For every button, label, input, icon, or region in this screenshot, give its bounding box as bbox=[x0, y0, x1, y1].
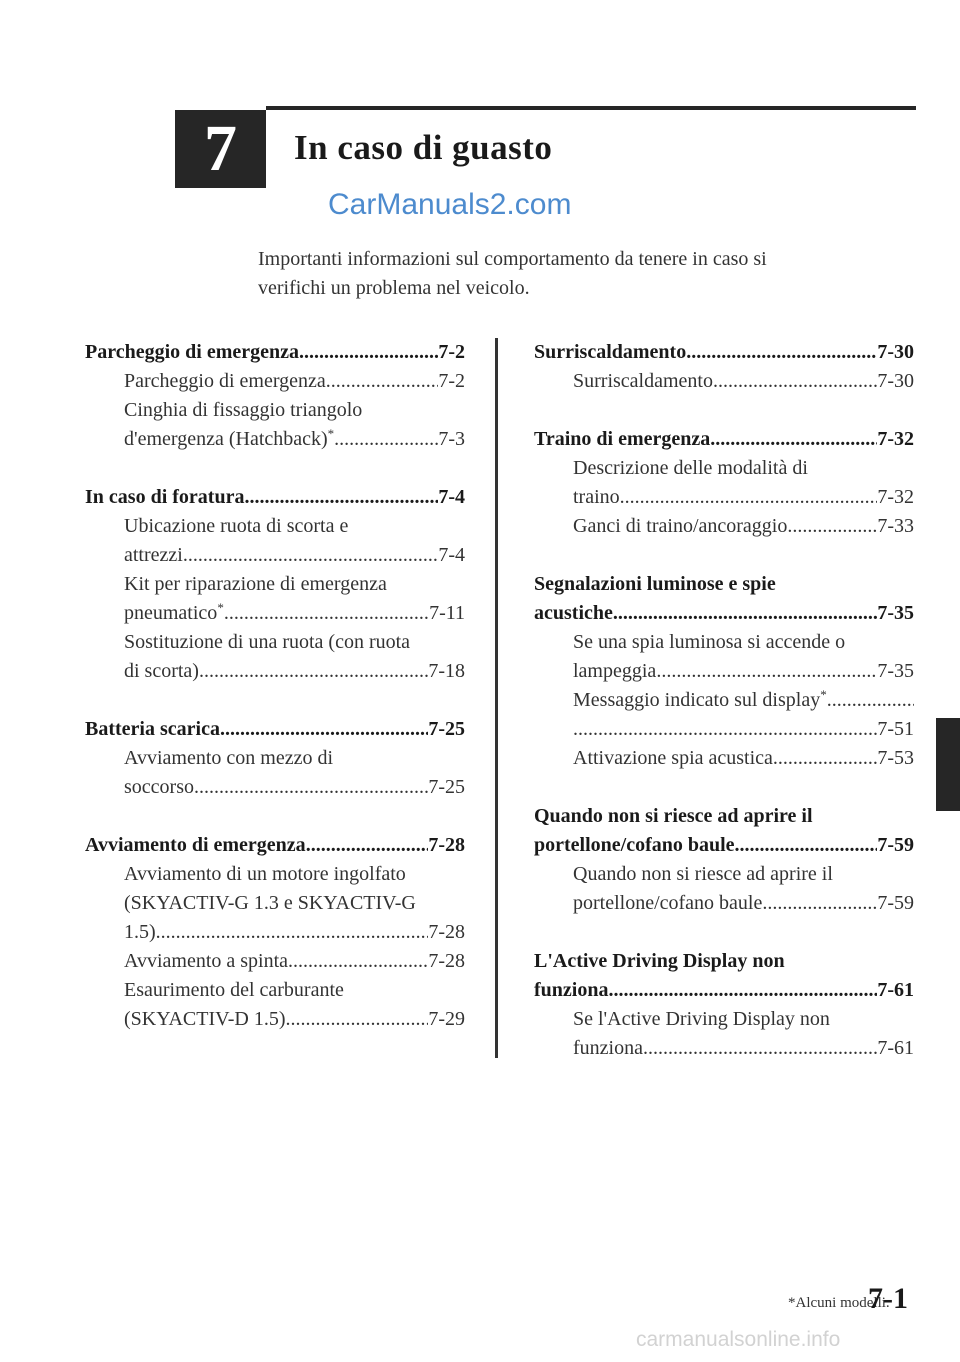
toc-entry-label[interactable]: traino bbox=[573, 486, 620, 508]
toc-entry-text[interactable] bbox=[124, 773, 194, 802]
toc-entry-label[interactable]: Parcheggio di emergenza bbox=[85, 341, 300, 363]
toc-entry-row[interactable] bbox=[573, 367, 914, 396]
toc-entry-text[interactable] bbox=[124, 918, 156, 947]
toc-entry-text[interactable] bbox=[534, 976, 608, 1005]
toc-item[interactable] bbox=[534, 1005, 914, 1063]
dot-leader bbox=[224, 599, 429, 628]
model-footnote-marker: * bbox=[820, 687, 827, 702]
toc-section-heading[interactable] bbox=[534, 425, 914, 454]
toc-section-heading[interactable] bbox=[534, 570, 914, 628]
page-ref[interactable]: 7-3 bbox=[438, 428, 465, 450]
toc-section bbox=[534, 338, 914, 396]
toc-entry-text[interactable] bbox=[124, 541, 183, 570]
toc-item[interactable] bbox=[534, 715, 914, 744]
toc-right-column bbox=[534, 338, 914, 1092]
toc-item[interactable] bbox=[534, 454, 914, 512]
page-ref[interactable]: 7-25 bbox=[428, 776, 465, 798]
toc-item[interactable] bbox=[85, 947, 465, 976]
toc-section-heading[interactable] bbox=[85, 831, 465, 860]
item-line: (SKYACTIV-G 1.3 e SKYACTIV-G bbox=[124, 892, 416, 914]
toc-entry-row[interactable] bbox=[534, 425, 914, 454]
toc-section-heading[interactable] bbox=[85, 483, 465, 512]
toc-entry-text[interactable] bbox=[124, 947, 288, 976]
page-ref[interactable]: 7-35 bbox=[877, 660, 914, 682]
toc-entry-text[interactable] bbox=[124, 657, 199, 686]
toc-entry-row[interactable] bbox=[124, 657, 465, 686]
toc-entry-label[interactable]: portellone/cofano baule bbox=[534, 834, 735, 856]
toc-item[interactable] bbox=[85, 976, 465, 1034]
toc-entry-row[interactable] bbox=[534, 338, 914, 367]
toc-item[interactable] bbox=[534, 367, 914, 396]
toc-entry-text[interactable] bbox=[573, 1034, 643, 1063]
title-rule bbox=[266, 106, 916, 110]
dot-leader bbox=[762, 889, 877, 918]
dot-leader bbox=[787, 512, 877, 541]
chapter-number: 7 bbox=[204, 112, 237, 185]
toc-entry-label[interactable]: 1.5) bbox=[124, 921, 156, 943]
toc-entry-label[interactable]: In caso di foratura bbox=[85, 486, 245, 508]
toc-section bbox=[534, 570, 914, 773]
toc-entry-text[interactable] bbox=[534, 338, 686, 367]
footnote: *Alcuni modelli. bbox=[788, 1295, 890, 1311]
toc-entry-row[interactable] bbox=[85, 831, 465, 860]
item-line: Esaurimento del carburante bbox=[124, 979, 344, 1001]
page-ref[interactable]: 7-61 bbox=[877, 1037, 914, 1059]
toc-item[interactable] bbox=[85, 570, 465, 628]
item-line: Avviamento di un motore ingolfato bbox=[124, 863, 406, 885]
page-ref[interactable]: 7-18 bbox=[428, 660, 465, 682]
dot-leader bbox=[656, 657, 877, 686]
dot-leader bbox=[285, 1005, 428, 1034]
dot-leader bbox=[620, 483, 878, 512]
heading-line: L'Active Driving Display non bbox=[534, 950, 785, 972]
dot-leader bbox=[686, 338, 877, 367]
page-ref[interactable]: 7-28 bbox=[428, 834, 465, 856]
toc-section bbox=[534, 947, 914, 1063]
toc-entry-text[interactable] bbox=[124, 599, 224, 628]
toc-entry-row[interactable] bbox=[573, 483, 914, 512]
toc-section-heading[interactable] bbox=[85, 715, 465, 744]
toc-entry-row[interactable] bbox=[573, 715, 914, 744]
chapter-title: In caso di guasto bbox=[294, 128, 553, 167]
toc-entry-text[interactable] bbox=[85, 483, 244, 512]
toc-entry-text[interactable] bbox=[534, 599, 613, 628]
toc-item[interactable] bbox=[534, 744, 914, 773]
page-ref[interactable]: 7-4 bbox=[438, 544, 465, 566]
watermark-logo: CarManuals2.com bbox=[328, 188, 572, 221]
toc-entry-text[interactable] bbox=[573, 367, 713, 396]
toc-section bbox=[85, 831, 465, 1034]
footer-watermark: carmanualsonline.info bbox=[636, 1328, 841, 1351]
toc-entry-text[interactable] bbox=[573, 744, 773, 773]
toc-entry-label[interactable]: Ganci di traino/ancoraggio bbox=[573, 515, 788, 537]
item-line: Sostituzione di una ruota (con ruota bbox=[124, 631, 411, 653]
toc-entry-row[interactable] bbox=[573, 657, 914, 686]
item-line: Kit per riparazione di emergenza bbox=[124, 573, 387, 595]
toc-entry-text[interactable] bbox=[124, 1005, 285, 1034]
page-ref[interactable]: 7-28 bbox=[428, 921, 465, 943]
toc-entry-text[interactable] bbox=[573, 512, 787, 541]
toc-entry-text[interactable] bbox=[573, 889, 762, 918]
dot-leader bbox=[306, 831, 429, 860]
toc-entry-label[interactable]: funziona bbox=[573, 1037, 643, 1059]
toc-section-heading[interactable] bbox=[534, 947, 914, 1005]
dot-leader bbox=[710, 425, 877, 454]
page-ref[interactable]: 7-61 bbox=[877, 979, 914, 1001]
toc-entry-label[interactable]: di scorta) bbox=[124, 660, 199, 682]
toc-item[interactable] bbox=[534, 512, 914, 541]
toc-entry-label[interactable]: lampeggia bbox=[573, 660, 657, 682]
dot-leader bbox=[288, 947, 428, 976]
intro-line: Importanti informazioni sul comportamento da tenere in caso si bbox=[258, 248, 767, 270]
page-ref[interactable]: 7-25 bbox=[428, 718, 465, 740]
item-line: Cinghia di fissaggio triangolo bbox=[124, 399, 363, 421]
page-ref[interactable]: 7-28 bbox=[428, 950, 465, 972]
toc-section bbox=[85, 483, 465, 686]
page-ref[interactable]: 7-51 bbox=[877, 718, 914, 740]
toc-entry-label[interactable]: Parcheggio di emergenza bbox=[124, 370, 326, 392]
intro-line: verifichi un problema nel veicolo. bbox=[258, 277, 530, 299]
page-ref[interactable]: 7-11 bbox=[429, 602, 465, 624]
toc-entry-label[interactable]: acustiche bbox=[534, 602, 613, 624]
item-line: Descrizione delle modalità di bbox=[573, 457, 808, 479]
heading-line: Segnalazioni luminose e spie bbox=[534, 573, 776, 595]
toc-entry-text[interactable] bbox=[534, 831, 735, 860]
toc-entry-row[interactable] bbox=[573, 512, 914, 541]
page-ref[interactable]: 7-35 bbox=[877, 602, 914, 624]
toc-section-heading[interactable] bbox=[534, 802, 914, 860]
toc-entry-text[interactable] bbox=[124, 367, 326, 396]
model-footnote-marker: * bbox=[217, 600, 224, 615]
dot-leader bbox=[608, 976, 877, 1005]
model-footnote-marker: * bbox=[327, 426, 335, 441]
page-ref[interactable]: 7-53 bbox=[877, 747, 914, 769]
page-ref[interactable]: 7-30 bbox=[877, 370, 914, 392]
toc-entry-row[interactable] bbox=[124, 599, 465, 628]
item-line: Quando non si riesce ad aprire il bbox=[573, 863, 833, 885]
item-line: Se una spia luminosa si accende o bbox=[573, 631, 846, 653]
toc-section-heading[interactable] bbox=[85, 338, 465, 367]
toc-entry-label[interactable]: funziona bbox=[534, 979, 609, 1001]
page-ref[interactable]: 7-32 bbox=[877, 428, 914, 450]
page-ref[interactable]: 7-4 bbox=[438, 486, 465, 508]
dot-leader bbox=[713, 367, 877, 396]
toc-section bbox=[534, 802, 914, 918]
page-ref[interactable]: 7-2 bbox=[438, 370, 465, 392]
toc-entry-text[interactable] bbox=[85, 715, 220, 744]
chapter-number-box bbox=[175, 110, 266, 188]
dot-leader bbox=[613, 599, 877, 628]
dot-leader bbox=[244, 483, 438, 512]
toc-entry-label[interactable]: Messaggio indicato sul display bbox=[573, 689, 821, 711]
page-ref[interactable]: 7-32 bbox=[877, 486, 914, 508]
toc-entry-text[interactable] bbox=[124, 425, 334, 454]
toc-entry-row[interactable] bbox=[124, 425, 465, 454]
dot-leader bbox=[194, 773, 428, 802]
dot-leader bbox=[573, 715, 877, 744]
toc-item[interactable] bbox=[85, 744, 465, 802]
toc-entry-text[interactable] bbox=[85, 338, 299, 367]
toc-entry-row[interactable] bbox=[85, 338, 465, 367]
page-ref[interactable]: 7-59 bbox=[877, 892, 914, 914]
toc-entry-row[interactable] bbox=[124, 1005, 465, 1034]
toc-entry-label[interactable]: attrezzi bbox=[124, 544, 183, 566]
toc-entry-row[interactable] bbox=[534, 831, 914, 860]
toc-entry-row[interactable] bbox=[85, 715, 465, 744]
page-number: 7-1 bbox=[868, 1282, 908, 1315]
toc-entry-text[interactable] bbox=[573, 657, 656, 686]
toc-entry-row[interactable] bbox=[124, 947, 465, 976]
toc-section-heading[interactable] bbox=[534, 338, 914, 367]
toc-item[interactable] bbox=[85, 396, 465, 454]
toc-item[interactable] bbox=[85, 860, 465, 947]
dot-leader bbox=[643, 1034, 877, 1063]
dot-leader bbox=[156, 918, 429, 947]
chapter-tab-marker bbox=[936, 718, 960, 811]
toc-entry-label[interactable]: d'emergenza (Hatchback) bbox=[124, 428, 328, 450]
heading-line: Quando non si riesce ad aprire il bbox=[534, 805, 813, 827]
toc-item[interactable] bbox=[534, 628, 914, 686]
toc-entry-row[interactable] bbox=[534, 976, 914, 1005]
toc-entry-label[interactable]: portellone/cofano baule bbox=[573, 892, 763, 914]
toc-entry-label[interactable]: Avviamento di emergenza bbox=[85, 834, 306, 856]
toc-item[interactable] bbox=[85, 512, 465, 570]
toc-entry-row[interactable] bbox=[124, 367, 465, 396]
toc-entry-label[interactable]: pneumatico bbox=[124, 602, 218, 624]
dot-leader bbox=[199, 657, 428, 686]
toc-entry-label[interactable]: (SKYACTIV-D 1.5) bbox=[124, 1008, 286, 1030]
toc-entry-label[interactable]: Avviamento a spinta bbox=[124, 950, 289, 972]
item-line: Avviamento con mezzo di bbox=[124, 747, 334, 769]
dot-leader bbox=[735, 831, 878, 860]
chapter-intro bbox=[258, 245, 898, 303]
item-line: Se l'Active Driving Display non bbox=[573, 1008, 830, 1030]
dot-leader bbox=[326, 367, 439, 396]
toc-entry-row[interactable] bbox=[534, 599, 914, 628]
toc-entry-row[interactable] bbox=[124, 918, 465, 947]
toc-section bbox=[85, 338, 465, 454]
dot-leader bbox=[827, 686, 914, 715]
dot-leader bbox=[773, 744, 877, 773]
toc-entry-row[interactable] bbox=[573, 686, 914, 715]
toc-item[interactable] bbox=[534, 860, 914, 918]
page-ref[interactable]: 7-33 bbox=[877, 515, 914, 537]
page-ref[interactable]: 7-59 bbox=[877, 834, 914, 856]
dot-leader bbox=[334, 425, 438, 454]
toc-section bbox=[85, 715, 465, 802]
toc-entry-text[interactable] bbox=[573, 686, 827, 715]
toc-entry-label[interactable]: Surriscaldamento bbox=[534, 341, 687, 363]
toc-entry-label[interactable]: Traino di emergenza bbox=[534, 428, 711, 450]
toc-entry-label[interactable]: Attivazione spia acustica bbox=[573, 747, 773, 769]
dot-leader bbox=[299, 338, 438, 367]
toc-entry-row[interactable] bbox=[573, 1034, 914, 1063]
column-divider bbox=[495, 338, 498, 1058]
toc-entry-row[interactable] bbox=[85, 483, 465, 512]
toc-entry-label[interactable]: Surriscaldamento bbox=[573, 370, 713, 392]
toc-left-column bbox=[85, 338, 465, 1063]
toc-entry-text[interactable] bbox=[573, 483, 620, 512]
toc-entry-text[interactable] bbox=[534, 425, 710, 454]
toc-entry-label[interactable]: Batteria scarica bbox=[85, 718, 220, 740]
toc-entry-row[interactable] bbox=[573, 744, 914, 773]
toc-entry-row[interactable] bbox=[573, 889, 914, 918]
page-ref[interactable]: 7-30 bbox=[877, 341, 914, 363]
item-line: Ubicazione ruota di scorta e bbox=[124, 515, 349, 537]
toc-item[interactable] bbox=[534, 686, 914, 715]
toc-entry-label[interactable]: soccorso bbox=[124, 776, 194, 798]
toc-entry-row[interactable] bbox=[124, 541, 465, 570]
dot-leader bbox=[183, 541, 438, 570]
toc-section bbox=[534, 425, 914, 541]
toc-item[interactable] bbox=[85, 628, 465, 686]
dot-leader bbox=[220, 715, 428, 744]
page-ref[interactable]: 7-29 bbox=[428, 1008, 465, 1030]
toc-item[interactable] bbox=[85, 367, 465, 396]
toc-entry-row[interactable] bbox=[124, 773, 465, 802]
toc-entry-text[interactable] bbox=[85, 831, 306, 860]
page-ref[interactable]: 7-2 bbox=[438, 341, 465, 363]
